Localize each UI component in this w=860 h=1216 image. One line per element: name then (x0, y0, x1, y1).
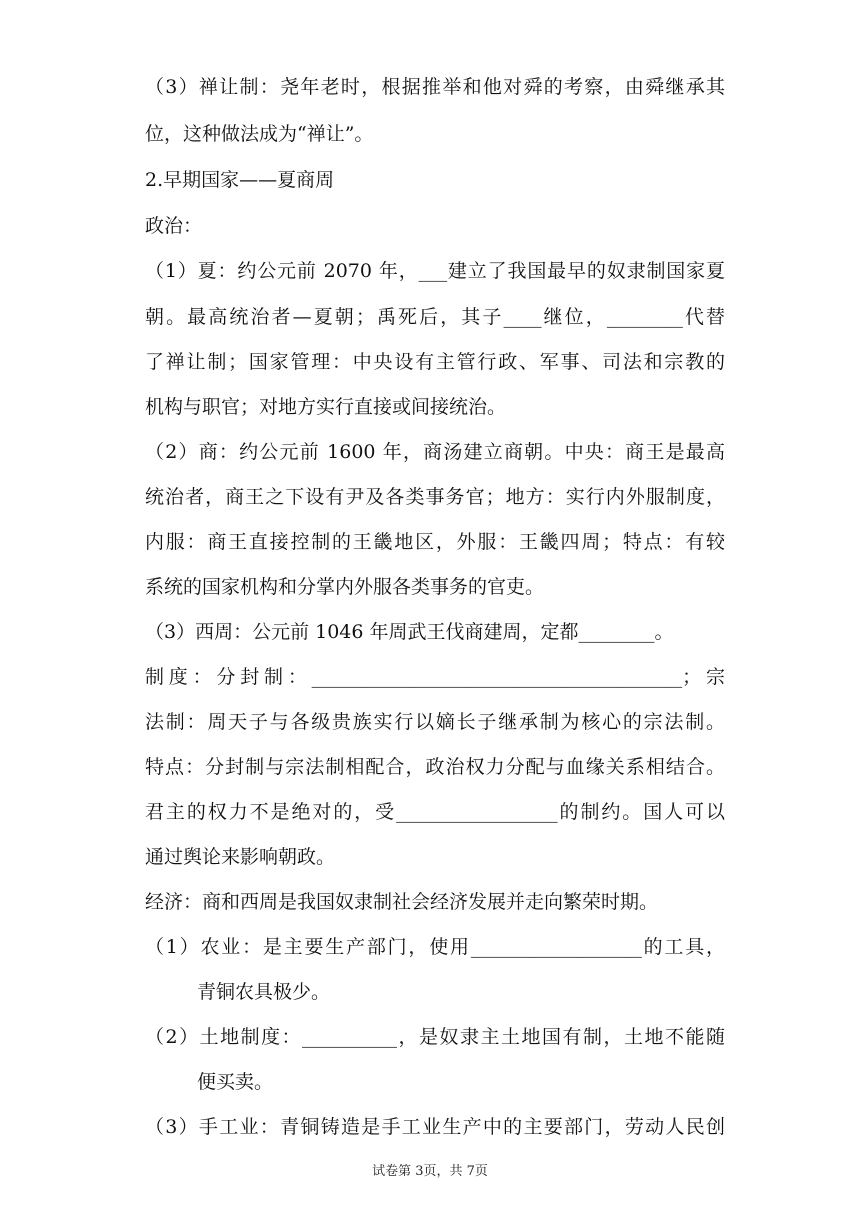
text-line: 了禅让制；国家管理：中央设有主管行政、军事、司法和宗教的 (145, 351, 725, 373)
text-line: （1）农业：是主要生产部门，使用__________________的工具， (145, 936, 725, 958)
text-line: 法制：周天子与各级贵族实行以嫡长子继承制为核心的宗法制。 (145, 711, 725, 733)
section-heading: 2.早期国家——夏商周 (145, 169, 335, 191)
text-line: （3）禅让制：尧年老时，根据推举和他对舜的考察，由舜继承其 (145, 76, 725, 98)
text-line: 君主的权力不是绝对的，受_________________的制约。国人可以 (145, 801, 725, 823)
text-line: 内服：商王直接控制的王畿地区，外服：王畿四周；特点：有较 (145, 531, 725, 553)
text-line: 通过舆论来影响朝政。 (145, 846, 336, 868)
text-line: 经济：商和西周是我国奴隶制社会经济发展并走向繁荣时期。 (145, 891, 659, 913)
text-line: 制度：分封制：_______________________________________；宗 (145, 666, 725, 688)
text-line: 位，这种做法成为“禅让”。 (145, 123, 374, 145)
text-line: 政治： (145, 215, 203, 237)
text-line: 青铜农具极少。 (197, 981, 331, 1003)
text-line: 特点：分封制与宗法制相配合，政治权力分配与血缘关系相结合。 (145, 756, 725, 778)
page-footer: 试卷第 3页，共 7页 (372, 1164, 488, 1179)
text-line: 机构与职官；对地方实行直接或间接统治。 (145, 396, 507, 418)
text-line: 统治者，商王之下设有尹及各类事务官；地方：实行内外服制度， (145, 486, 725, 508)
text-line: 便买卖。 (197, 1071, 274, 1093)
text-line: （2）商：约公元前 1600 年，商汤建立商朝。中央：商王是最高 (145, 441, 725, 463)
text-line: （3）手工业：青铜铸造是手工业生产中的主要部门，劳动人民创 (145, 1116, 725, 1138)
text-line: 系统的国家机构和分掌内外服各类事务的官吏。 (145, 576, 545, 598)
text-line: （3）西周：公元前 1046 年周武王伐商建周，定都________。 (145, 621, 674, 643)
text-line: 朝。最高统治者—夏朝；禹死后，其子____继位，________代替 (145, 306, 725, 328)
text-line: （2）土地制度：__________，是奴隶主土地国有制，土地不能随 (145, 1026, 725, 1048)
text-line: （1）夏：约公元前 2070 年，___建立了我国最早的奴隶制国家夏 (145, 260, 725, 282)
